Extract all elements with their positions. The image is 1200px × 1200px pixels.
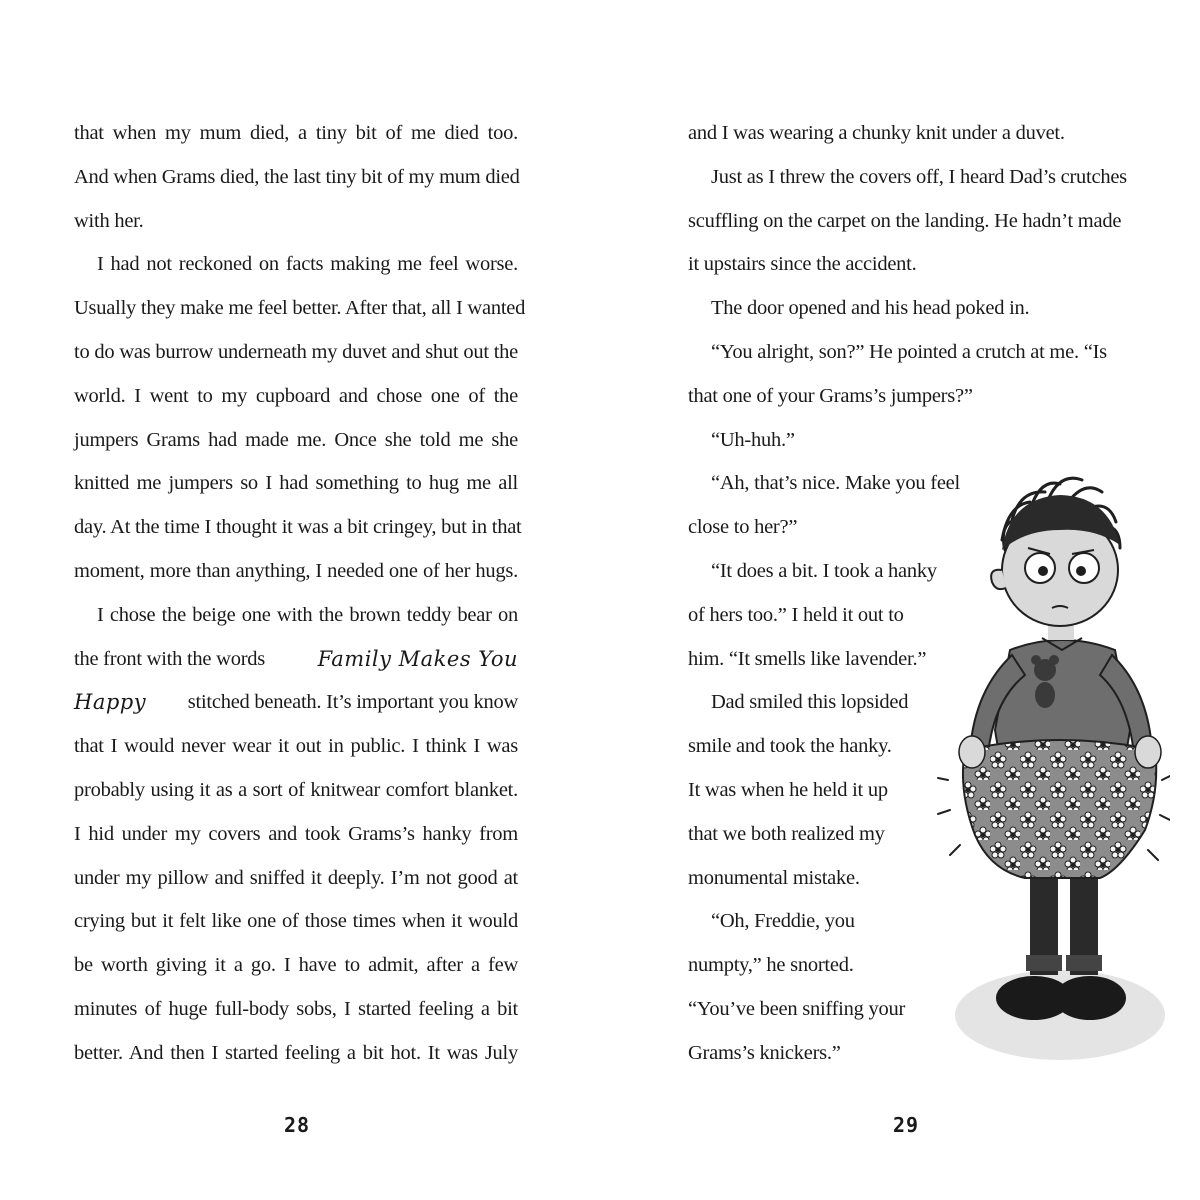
text-line: moment, more than anything, I needed one of her hugs. bbox=[74, 559, 518, 582]
page-number: 29 bbox=[893, 1113, 920, 1137]
text-line: be worth giving it a go. I have to admit, after a few bbox=[74, 954, 518, 977]
text-line: that one of your Grams’s jumpers?” bbox=[688, 384, 973, 407]
text-line-mixed bbox=[74, 681, 518, 725]
boy-holding-knickers-illustration bbox=[930, 450, 1170, 1090]
text-line: under my pillow and sniffed it deeply. I’m not good at bbox=[74, 866, 518, 889]
text-line: close to her?” bbox=[688, 516, 798, 539]
text-line: probably using it as a sort of knitwear comfort blanket. bbox=[74, 778, 518, 801]
text-line: knitted me jumpers so I had something to hug me all bbox=[74, 472, 518, 495]
text-run: the front with the words bbox=[74, 647, 265, 670]
text-line: scuffling on the carpet on the landing. He hadn’t made bbox=[688, 209, 1122, 232]
text-line: jumpers Grams had made me. Once she told me she bbox=[74, 428, 518, 451]
right-page bbox=[600, 0, 1200, 1200]
text-line: better. And then I started feeling a bit hot. It was July bbox=[74, 1041, 518, 1064]
text-line: “Uh-huh.” bbox=[711, 428, 795, 451]
text-line: I chose the beige one with the brown teddy bear on bbox=[97, 603, 518, 626]
text-line: Dad smiled this lopsided bbox=[711, 691, 909, 714]
left-page-text bbox=[74, 112, 526, 1076]
text-line: I hid under my covers and took Grams’s hanky from bbox=[74, 822, 518, 845]
text-line: Just as I threw the covers off, I heard Dad’s crutches bbox=[711, 165, 1127, 188]
boy-holding-flowered-knickers-icon bbox=[930, 450, 1170, 1090]
text-line: world. I went to my cupboard and chose one of the bbox=[74, 384, 518, 407]
text-line: minutes of huge full-body sobs, I started feeling a bit bbox=[74, 997, 518, 1020]
text-line: “You alright, son?” He pointed a crutch at me. “Is bbox=[711, 340, 1107, 363]
text-line: monumental mistake. bbox=[688, 866, 860, 889]
text-line: it upstairs since the accident. bbox=[688, 253, 917, 276]
text-line-mixed bbox=[74, 638, 518, 682]
text-line: And when Grams died, the last tiny bit of my mum died bbox=[74, 165, 520, 188]
text-line: that we both realized my bbox=[688, 822, 885, 845]
text-line: “Oh, Freddie, you bbox=[711, 910, 855, 933]
text-line: The door opened and his head poked in. bbox=[711, 297, 1030, 320]
text-line: I had not reckoned on facts making me feel worse. bbox=[97, 253, 518, 276]
text-line: It was when he held it up bbox=[688, 778, 888, 801]
text-line: “It does a bit. I took a hanky bbox=[711, 559, 937, 582]
text-line: “Ah, that’s nice. Make you feel bbox=[711, 472, 960, 495]
text-line: day. At the time I thought it was a bit cringey, but in that bbox=[74, 516, 522, 539]
text-line: him. “It smells like lavender.” bbox=[688, 647, 927, 670]
text-line: that when my mum died, a tiny bit of me died too. bbox=[74, 122, 518, 144]
text-line: crying but it felt like one of those times when it would bbox=[74, 910, 518, 933]
text-line: Usually they make me feel better. After that, all I wanted bbox=[74, 297, 526, 320]
stitched-words: Family Makes You bbox=[317, 646, 518, 671]
text-line: that I would never wear it out in public. I think I was bbox=[74, 735, 518, 758]
text-line: smile and took the hanky. bbox=[688, 735, 892, 758]
page-number: 28 bbox=[284, 1113, 311, 1137]
text-line: “You’ve been sniffing your bbox=[688, 997, 906, 1020]
text-line: and I was wearing a chunky knit under a duvet. bbox=[688, 122, 1065, 144]
text-line: to do was burrow underneath my duvet and shut out the bbox=[74, 340, 518, 363]
text-line: of hers too.” I held it out to bbox=[688, 603, 904, 626]
stitched-words: Happy bbox=[74, 690, 147, 715]
text-line: Grams’s knickers.” bbox=[688, 1041, 841, 1064]
text-run: stitched beneath. It’s important you know bbox=[187, 691, 518, 714]
text-line: with her. bbox=[74, 209, 144, 232]
text-line: numpty,” he snorted. bbox=[688, 954, 854, 977]
